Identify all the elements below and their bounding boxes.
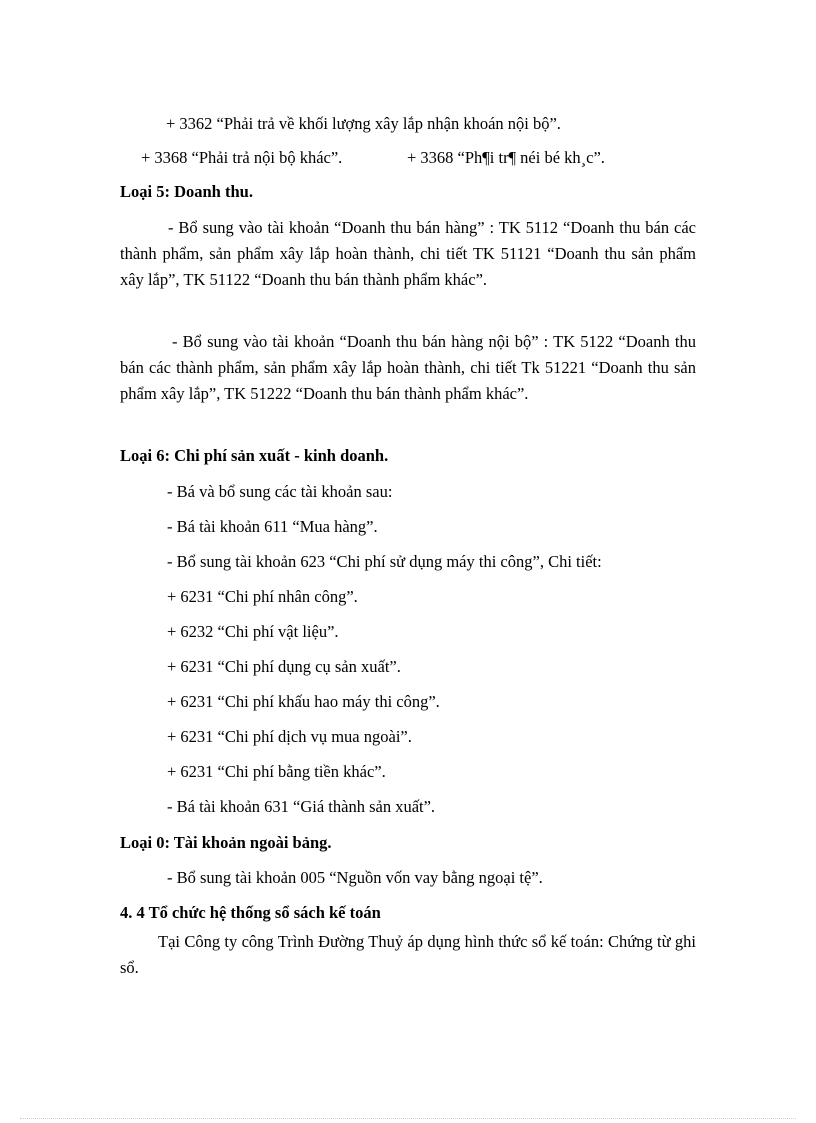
paragraph-5112: - Bổ sung vào tài khoản “Doanh thu bán hàng” : TK 5112 “Doanh thu bán các thành phẩm, sản phẩm xây lắp hoàn thành, chi tiết TK 51121 “Doanh thu sản phẩm xây lắp”, TK 51122 “Doanh thu bán thành phẩm khác”. <box>120 218 696 289</box>
item-3362: + 3362 “Phải trả về khối lượng xây lắp nhận khoán nội bộ”. <box>166 114 561 133</box>
heading-loai-5: Loại 5: Doanh thu. <box>120 182 253 201</box>
paragraph-5122: - Bổ sung vào tài khoản “Doanh thu bán hàng nội bộ” : TK 5122 “Doanh thu bán các thành phẩm, sản phẩm xây lắp hoàn thành, chi tiết Tk 51221 “Doanh thu sản phẩm xây lắp”, TK 51222 “Doanh thu bán thành phẩm khác”. <box>120 332 696 403</box>
item-623: - Bổ sung tài khoản 623 “Chi phí sử dụng máy thi công”, Chi tiết: <box>167 552 602 571</box>
item-611: - Bá tài khoản 611 “Mua hàng”. <box>167 517 378 536</box>
item-6231-dich-vu: + 6231 “Chi phí dịch vụ mua ngoài”. <box>167 727 412 746</box>
heading-4-4: 4. 4 Tổ chức hệ thống sổ sách kế toán <box>120 903 381 922</box>
page-bottom-divider <box>20 1118 796 1119</box>
item-6231-tien-khac: + 6231 “Chi phí bằng tiền khác”. <box>167 762 386 781</box>
item-6231-dung-cu: + 6231 “Chi phí dụng cụ sản xuất”. <box>167 657 401 676</box>
item-005: - Bổ sung tài khoản 005 “Nguồn vốn vay bằng ngoại tệ”. <box>167 868 543 887</box>
item-6231-nhan-cong: + 6231 “Chi phí nhân công”. <box>167 587 358 606</box>
item-6231-khau-hao: + 6231 “Chi phí khấu hao máy thi công”. <box>167 692 440 711</box>
paragraph-chung-tu-ghi-so: Tại Công ty công Trình Đường Thuỷ áp dụng hình thức sổ kế toán: Chứng từ ghi sổ. <box>120 932 696 977</box>
item-bo-sung-sau: - Bá và bổ sung các tài khoản sau: <box>167 482 393 501</box>
item-3368-garbled: + 3368 “Ph¶i tr¶ néi bé kh¸c”. <box>407 148 605 167</box>
item-6232-vat-lieu: + 6232 “Chi phí vật liệu”. <box>167 622 339 641</box>
heading-loai-6: Loại 6: Chi phí sản xuất - kinh doanh. <box>120 446 389 465</box>
heading-loai-0: Loại 0: Tài khoản ngoài bảng. <box>120 833 332 852</box>
item-631: - Bá tài khoản 631 “Giá thành sản xuất”. <box>167 797 436 816</box>
item-3368: + 3368 “Phải trả nội bộ khác”. <box>141 148 343 167</box>
